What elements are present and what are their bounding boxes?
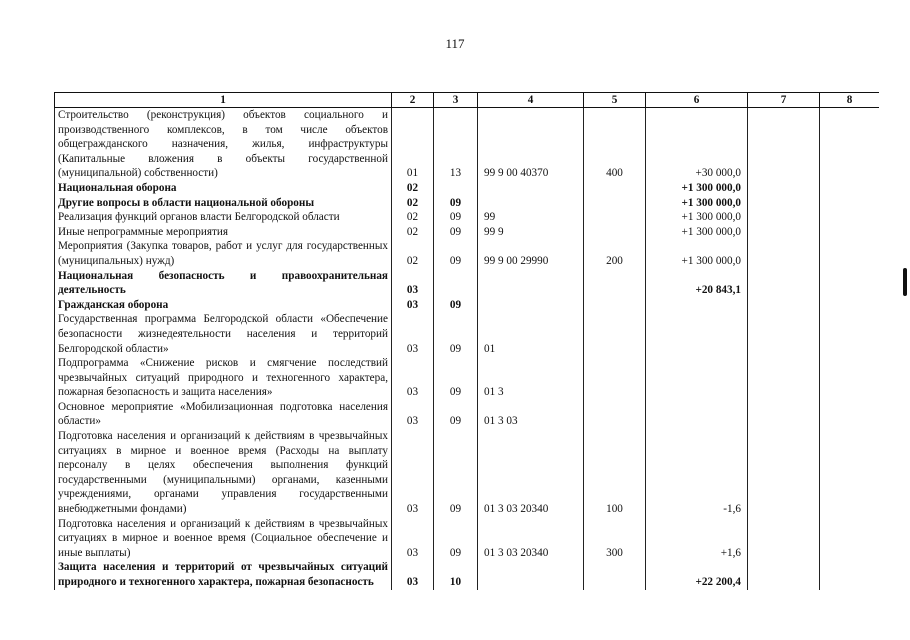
cell-target-article: 99 9 00 40370: [478, 108, 584, 181]
cell-col8: [820, 298, 880, 313]
cell-amount: [646, 298, 748, 313]
cell-name: Подготовка населения и организаций к действиям в чрезвычайных ситуациях в мирное и военное время (Социальное обеспечение и иные выплаты): [55, 517, 392, 561]
cell-name: Защита населения и территорий от чрезвычайных ситуаций природного и техногенного характера, пожарная безопасность: [55, 560, 392, 589]
cell-section: 03: [392, 269, 434, 298]
budget-table-container: [54, 92, 879, 640]
cell-col8: [820, 108, 880, 181]
table-row: [55, 312, 880, 356]
cell-target-article: [478, 269, 584, 298]
table-row: [55, 239, 880, 268]
cell-amount: [646, 356, 748, 400]
cell-col7: [748, 517, 820, 561]
cell-target-article: 99 9 00 29990: [478, 239, 584, 268]
cell-col7: [748, 400, 820, 429]
cell-col7: [748, 225, 820, 240]
cell-section: 02: [392, 196, 434, 211]
table-row: [55, 560, 880, 589]
cell-amount: [646, 400, 748, 429]
table-row: [55, 196, 880, 211]
cell-target-article: 01 3 03 20340: [478, 517, 584, 561]
cell-subsection: [434, 181, 478, 196]
cell-col7: [748, 312, 820, 356]
cell-amount: +22 200,4: [646, 560, 748, 589]
cell-subsection: [434, 269, 478, 298]
col-header-1: 1: [55, 93, 392, 108]
cell-col8: [820, 210, 880, 225]
cell-section: 02: [392, 210, 434, 225]
cell-col7: [748, 429, 820, 517]
col-header-6: 6: [646, 93, 748, 108]
cell-target-article: 01 3 03 20340: [478, 429, 584, 517]
cell-col8: [820, 356, 880, 400]
cell-amount: +1 300 000,0: [646, 196, 748, 211]
cell-expense-type: [584, 400, 646, 429]
table-row: [55, 298, 880, 313]
cell-expense-type: [584, 181, 646, 196]
cell-col7: [748, 108, 820, 181]
cell-name: Строительство (реконструкция) объектов социального и производственного комплексов, в том числе объектов общегражданского назначения, жилья, инфраструктуры (Капитальные вложения в объекты государственной (муниципальной) собственности): [55, 108, 392, 181]
cell-subsection: 09: [434, 196, 478, 211]
cell-subsection: 09: [434, 298, 478, 313]
cell-target-article: [478, 196, 584, 211]
table-row: [55, 517, 880, 561]
cell-col7: [748, 298, 820, 313]
cell-name: Гражданская оборона: [55, 298, 392, 313]
table-row: [55, 400, 880, 429]
cell-col7: [748, 356, 820, 400]
cell-col7: [748, 239, 820, 268]
table-row: [55, 210, 880, 225]
cell-col8: [820, 560, 880, 589]
cell-section: 02: [392, 239, 434, 268]
cell-col8: [820, 312, 880, 356]
cell-col8: [820, 429, 880, 517]
cell-amount: -1,6: [646, 429, 748, 517]
cell-expense-type: [584, 196, 646, 211]
cell-subsection: 10: [434, 560, 478, 589]
cell-target-article: 01 3 03: [478, 400, 584, 429]
cell-col8: [820, 517, 880, 561]
cell-section: 03: [392, 400, 434, 429]
cell-section: 03: [392, 429, 434, 517]
cell-subsection: 09: [434, 225, 478, 240]
cell-section: 03: [392, 517, 434, 561]
cell-expense-type: [584, 225, 646, 240]
cell-col8: [820, 269, 880, 298]
cell-expense-type: [584, 312, 646, 356]
cell-col8: [820, 225, 880, 240]
cell-name: Государственная программа Белгородской области «Обеспечение безопасности жизнедеятельности населения и территорий Белгородской области»: [55, 312, 392, 356]
cell-name: Мероприятия (Закупка товаров, работ и услуг для государственных (муниципальных) нужд): [55, 239, 392, 268]
col-header-4: 4: [478, 93, 584, 108]
table-body: [55, 108, 880, 590]
cell-section: 03: [392, 356, 434, 400]
cell-col7: [748, 560, 820, 589]
col-header-3: 3: [434, 93, 478, 108]
cell-name: Национальная безопасность и правоохранительная деятельность: [55, 269, 392, 298]
scan-edge-mark: [903, 268, 907, 296]
cell-expense-type: [584, 269, 646, 298]
cell-expense-type: [584, 210, 646, 225]
table-row: [55, 269, 880, 298]
cell-subsection: 09: [434, 356, 478, 400]
cell-subsection: 09: [434, 210, 478, 225]
col-header-7: 7: [748, 93, 820, 108]
cell-expense-type: [584, 356, 646, 400]
cell-amount: +1 300 000,0: [646, 210, 748, 225]
cell-col7: [748, 196, 820, 211]
cell-name: Национальная оборона: [55, 181, 392, 196]
col-header-2: 2: [392, 93, 434, 108]
cell-subsection: 09: [434, 312, 478, 356]
cell-target-article: 01 3: [478, 356, 584, 400]
cell-col7: [748, 269, 820, 298]
cell-section: 03: [392, 560, 434, 589]
col-header-5: 5: [584, 93, 646, 108]
cell-expense-type: [584, 560, 646, 589]
cell-section: 03: [392, 298, 434, 313]
cell-subsection: 09: [434, 400, 478, 429]
cell-amount: +1 300 000,0: [646, 239, 748, 268]
cell-name: Подготовка населения и организаций к действиям в чрезвычайных ситуациях в мирное и военное время (Расходы на выплату персоналу в целях обеспечения выполнения функций государственными (муниципальными) органами, казенными учреждениями, органами управления государственными внебюджетными фондами): [55, 429, 392, 517]
budget-table: [54, 92, 879, 590]
cell-col8: [820, 196, 880, 211]
cell-expense-type: [584, 298, 646, 313]
cell-subsection: 13: [434, 108, 478, 181]
cell-section: 03: [392, 312, 434, 356]
cell-target-article: [478, 181, 584, 196]
cell-name: Другие вопросы в области национальной обороны: [55, 196, 392, 211]
cell-target-article: 99: [478, 210, 584, 225]
cell-expense-type: 100: [584, 429, 646, 517]
cell-name: Реализация функций органов власти Белгородской области: [55, 210, 392, 225]
table-header-row: [55, 93, 880, 108]
cell-target-article: [478, 560, 584, 589]
cell-target-article: 99 9: [478, 225, 584, 240]
cell-name: Иные непрограммные мероприятия: [55, 225, 392, 240]
cell-amount: +20 843,1: [646, 269, 748, 298]
cell-subsection: 09: [434, 517, 478, 561]
table-row: [55, 108, 880, 181]
cell-name: Основное мероприятие «Мобилизационная подготовка населения области»: [55, 400, 392, 429]
cell-section: 01: [392, 108, 434, 181]
cell-section: 02: [392, 225, 434, 240]
cell-target-article: 01: [478, 312, 584, 356]
cell-subsection: 09: [434, 239, 478, 268]
cell-col8: [820, 239, 880, 268]
cell-amount: +1 300 000,0: [646, 225, 748, 240]
cell-amount: +1 300 000,0: [646, 181, 748, 196]
cell-section: 02: [392, 181, 434, 196]
cell-amount: +30 000,0: [646, 108, 748, 181]
col-header-8: 8: [820, 93, 880, 108]
table-row: [55, 225, 880, 240]
cell-expense-type: 400: [584, 108, 646, 181]
cell-col8: [820, 181, 880, 196]
page-number: 117: [445, 36, 465, 51]
cell-subsection: 09: [434, 429, 478, 517]
cell-amount: +1,6: [646, 517, 748, 561]
cell-expense-type: 300: [584, 517, 646, 561]
cell-target-article: [478, 298, 584, 313]
table-row: [55, 429, 880, 517]
cell-expense-type: 200: [584, 239, 646, 268]
cell-col7: [748, 181, 820, 196]
cell-col8: [820, 400, 880, 429]
cell-amount: [646, 312, 748, 356]
cell-name: Подпрограмма «Снижение рисков и смягчение последствий чрезвычайных ситуаций природного и техногенного характера, пожарная безопасность и защита населения»: [55, 356, 392, 400]
table-row: [55, 356, 880, 400]
table-row: [55, 181, 880, 196]
cell-col7: [748, 210, 820, 225]
